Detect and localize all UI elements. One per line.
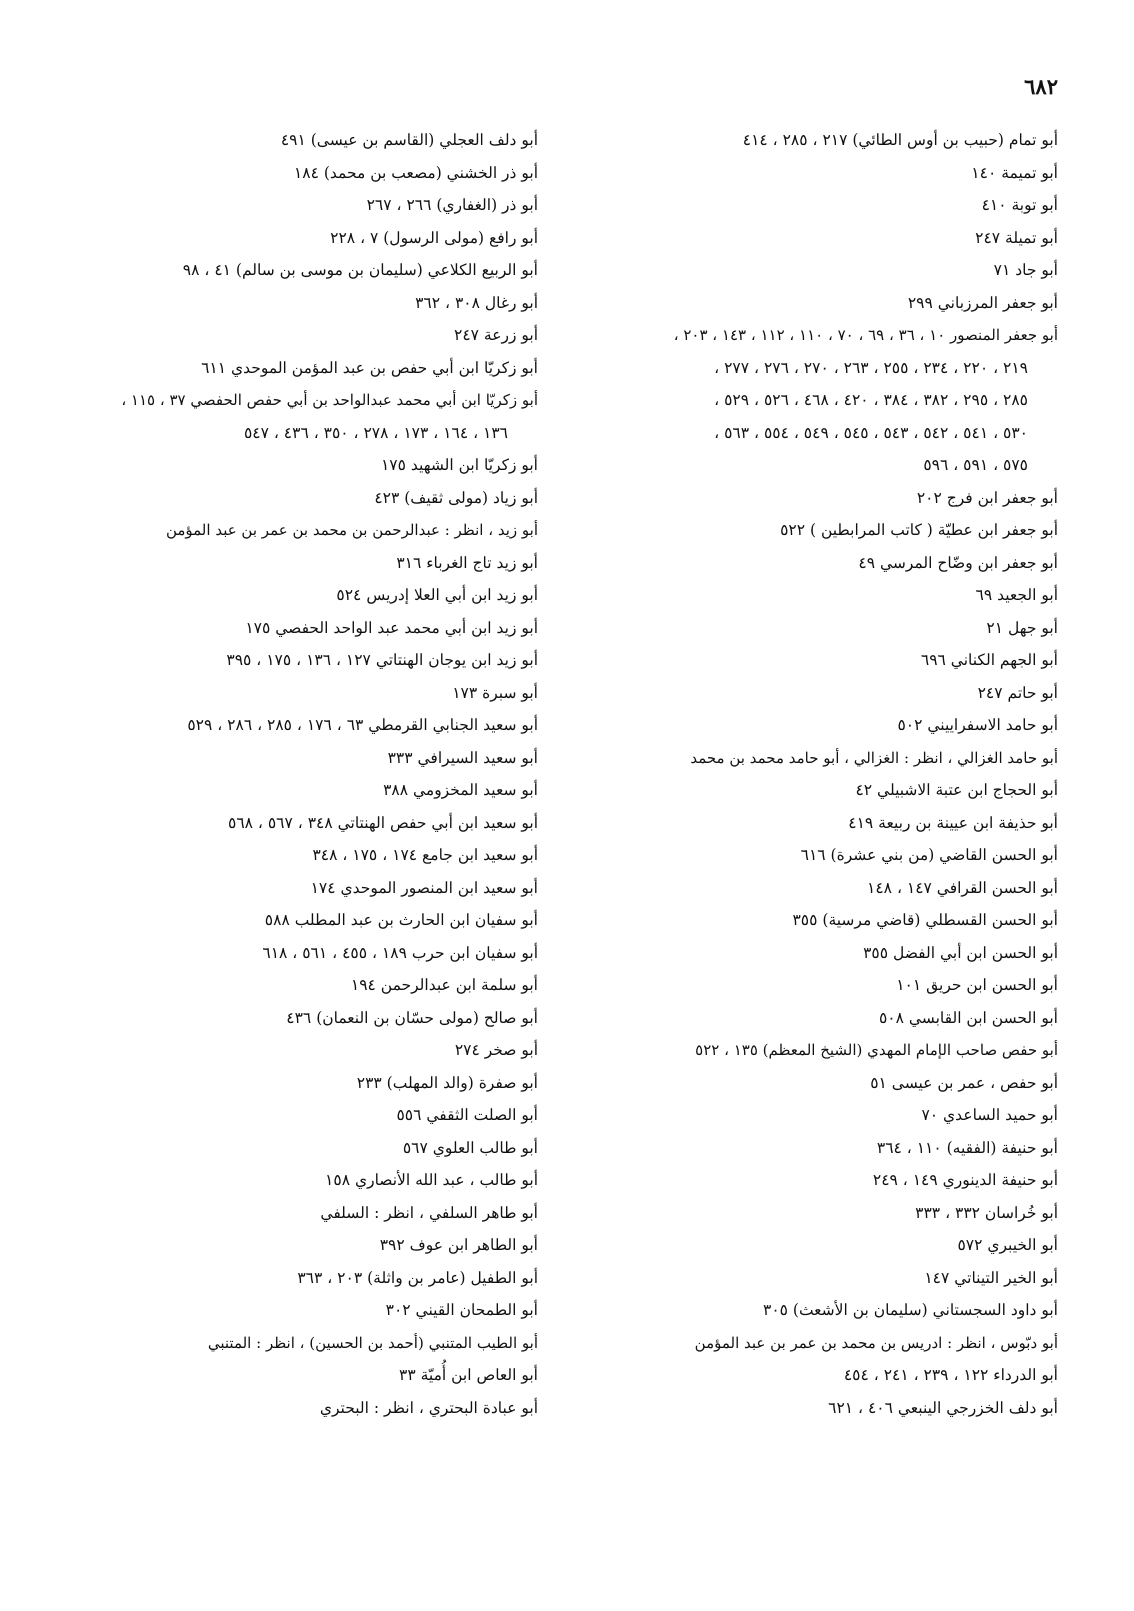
- index-entry: أبو الطفيل (عامر بن واثلة) ٢٠٣ ، ٣٦٣: [297, 1268, 538, 1287]
- index-entry: أبو عبادة البحتري ، انظر : البحتري: [319, 1398, 538, 1417]
- index-entry: أبو زكريّا ابن الشهيد ١٧٥: [380, 456, 538, 474]
- index-entry: أبو الخير التيناتي ١٤٧: [924, 1268, 1058, 1287]
- index-entry: أبو الجعيد ٦٩: [975, 586, 1058, 604]
- index-entry: أبو جعفر ابن فرج ٢٠٢: [916, 488, 1058, 507]
- index-entry: أبو زيد ابن أبي العلا إدريس ٥٢٤: [336, 586, 538, 604]
- index-entry: أبو حامد الغزالي ، انظر : الغزالي ، أبو حامد محمد بن محمد: [690, 748, 1058, 767]
- index-entry: أبو حفص ، عمر بن عيسى ٥١: [870, 1073, 1058, 1092]
- index-entry-continuation: ١٣٦ ، ١٦٤ ، ١٧٣ ، ٢٧٨ ، ٣٥٠ ، ٤٣٦ ، ٥٤٧: [243, 423, 508, 442]
- index-entry: أبو الطيب المتنبي (أحمد بن الحسين) ، انظر : المتنبي: [207, 1333, 538, 1352]
- index-entry: أبو الدرداء ١٢٢ ، ٢٣٩ ، ٢٤١ ، ٤٥٤: [843, 1366, 1058, 1384]
- index-entry: أبو الحسن القسطلي (قاضي مرسية) ٣٥٥: [792, 911, 1058, 929]
- index-entry: أبو زيد تاج الغرباء ٣١٦: [396, 553, 538, 572]
- index-entry: أبو جعفر المرزباني ٢٩٩: [907, 293, 1058, 312]
- index-entry-continuation: ٢١٩ ، ٢٢٠ ، ٢٣٤ ، ٢٥٥ ، ٢٦٣ ، ٢٧٠ ، ٢٧٦ ، ٢٧٧ ،: [714, 358, 1028, 377]
- index-entry: أبو سعيد الجنابي القرمطي ٦٣ ، ١٧٦ ، ٢٨٥ ، ٢٨٦ ، ٥٢٩: [187, 716, 538, 734]
- index-entry: أبو زيد ابن يوجان الهنتاتي ١٢٧ ، ١٣٦ ، ١٧٥ ، ٣٩٥: [226, 651, 538, 669]
- index-entry: أبو زيد ، انظر : عبدالرحمن بن محمد بن عمر بن عبد المؤمن: [165, 521, 538, 539]
- index-entry: أبو الربيع الكلاعي (سليمان بن موسى بن سالم) ٤١ ، ٩٨: [182, 261, 538, 279]
- index-entry: أبو الجهم الكناني ٦٩٦: [920, 651, 1058, 669]
- index-entry: أبو سعيد السيرافي ٣٣٣: [387, 748, 538, 767]
- index-entry: أبو جعفر ابن عطيّة ( كاتب المرابطين ) ٥٢٢: [780, 521, 1058, 539]
- index-entry: أبو سعيد المخزومي ٣٨٨: [383, 781, 538, 799]
- index-entry: أبو حامد الاسفراييني ٥٠٢: [897, 716, 1058, 734]
- index-entry: أبو توبة ٤١٠: [981, 196, 1058, 214]
- index-entry: أبو الحسن ابن القابسي ٥٠٨: [878, 1008, 1058, 1027]
- index-entry: أبو دلف العجلي (القاسم بن عيسى) ٤٩١: [280, 131, 538, 149]
- index-entry: أبو تميلة ٢٤٧: [975, 228, 1058, 247]
- index-entry: أبو طالب ، عبد الله الأنصاري ١٥٨: [325, 1171, 538, 1189]
- index-entry: أبو زكريّا ابن أبي حفص بن عبد المؤمن الموحدي ٦١١: [201, 358, 538, 377]
- index-entry: أبو الطاهر ابن عوف ٣٩٢: [379, 1236, 538, 1254]
- index-entry: أبو الحسن ابن أبي الفضل ٣٥٥: [863, 943, 1058, 962]
- index-entry: أبو حنيفة الدينوري ١٤٩ ، ٢٤٩: [872, 1171, 1058, 1189]
- index-entry: أبو دلف الخزرجي الينبعي ٤٠٦ ، ٦٢١: [828, 1398, 1058, 1417]
- index-entry: أبو صالح (مولى حسّان بن النعمان) ٤٣٦: [286, 1008, 538, 1027]
- index-entry-continuation: ٢٨٥ ، ٢٩٥ ، ٣٨٢ ، ٣٨٤ ، ٤٢٠ ، ٤٦٨ ، ٥٢٦ ، ٥٢٩ ،: [714, 391, 1028, 409]
- index-entry: أبو زياد (مولى ثقيف) ٤٢٣: [374, 488, 538, 507]
- index-entry-continuation: ٥٧٥ ، ٥٩١ ، ٥٩٦: [923, 456, 1028, 474]
- index-entry: أبو سعيد ابن المنصور الموحدي ١٧٤: [310, 878, 538, 897]
- index-entry: أبو الحسن ابن حريق ١٠١: [896, 976, 1058, 994]
- index-entry: أبو تميمة ١٤٠: [971, 163, 1058, 182]
- index-entry: أبو حاتم ٢٤٧: [977, 683, 1058, 702]
- index-entry-continuation: ٥٣٠ ، ٥٤١ ، ٥٤٢ ، ٥٤٣ ، ٥٤٥ ، ٥٤٩ ، ٥٥٤ ، ٥٦٣ ،: [714, 423, 1028, 442]
- index-entry: أبو رافع (مولى الرسول) ٧ ، ٢٢٨: [330, 228, 538, 247]
- index-entry: أبو جاد ٧١: [993, 261, 1058, 279]
- index-entry: أبو جهل ٢١: [986, 618, 1058, 637]
- index-entry: أبو حنيفة (الفقيه) ١١٠ ، ٣٦٤: [876, 1138, 1058, 1157]
- index-entry: أبو الطمحان القيني ٣٠٢: [385, 1301, 538, 1319]
- index-entry: أبو دبّوس ، انظر : ادريس بن محمد بن عمر بن عبد المؤمن: [694, 1333, 1058, 1352]
- index-entry: أبو الصلت الثقفي ٥٥٦: [396, 1106, 538, 1124]
- index-entry: أبو جعفر ابن وضّاح المرسي ٤٩: [858, 553, 1058, 572]
- index-entry: أبو الخيبري ٥٧٢: [957, 1236, 1058, 1254]
- index-entry: أبو ذر (الغفاري) ٢٦٦ ، ٢٦٧: [366, 196, 538, 214]
- index-entry: أبو الحسن القرافي ١٤٧ ، ١٤٨: [867, 878, 1058, 897]
- page-number: ٦٨٢: [1024, 74, 1058, 99]
- index-entry: أبو جعفر المنصور ١٠ ، ٣٦ ، ٦٩ ، ٧٠ ، ١١٠ ، ١١٢ ، ١٤٣ ، ٢٠٣ ،: [673, 326, 1058, 344]
- index-entry: أبو سلمة ابن عبدالرحمن ١٩٤: [350, 976, 538, 994]
- index-entry: أبو خُراسان ٣٣٢ ، ٣٣٣: [915, 1203, 1058, 1222]
- index-entry: أبو داود السجستاني (سليمان بن الأشعث) ٣٠٥: [763, 1301, 1058, 1319]
- index-entry: أبو سعيد ابن جامع ١٧٤ ، ١٧٥ ، ٣٤٨: [312, 846, 538, 864]
- index-entry: أبو سبرة ١٧٣: [452, 683, 538, 702]
- index-entry: أبو رغال ٣٠٨ ، ٣٦٢: [415, 293, 538, 312]
- index-entry: أبو الحجاج ابن عتبة الاشبيلي ٤٢: [855, 781, 1058, 799]
- index-entry: أبو سفيان ابن حرب ١٨٩ ، ٤٥٥ ، ٥٦١ ، ٦١٨: [262, 943, 538, 962]
- index-column-right: [538, 124, 1058, 1424]
- index-column-left: [20, 124, 538, 1424]
- index-entry: أبو زيد ابن أبي محمد عبد الواحد الحفصي ١٧٥: [245, 618, 538, 637]
- index-entry: أبو حفص صاحب الإمام المهدي (الشيخ المعظم) ١٣٥ ، ٥٢٢: [695, 1041, 1058, 1059]
- index-entry: أبو سعيد ابن أبي حفص الهنتاتي ٣٤٨ ، ٥٦٧ ، ٥٦٨: [228, 813, 538, 832]
- index-entry: أبو طالب العلوي ٥٦٧: [402, 1138, 538, 1157]
- index-entry: أبو زرعة ٢٤٧: [454, 326, 538, 344]
- index-entry: أبو ذر الخشني (مصعب بن محمد) ١٨٤: [293, 163, 538, 182]
- index-entry: أبو تمام (حبيب بن أوس الطائي) ٢١٧ ، ٢٨٥ ، ٤١٤: [742, 131, 1058, 149]
- index-entry: أبو زكريّا ابن أبي محمد عبدالواحد بن أبي حفص الحفصي ٣٧ ، ١١٥ ،: [121, 391, 538, 409]
- index-entry: أبو الحسن القاضي (من بني عشرة) ٦١٦: [800, 846, 1058, 864]
- index-entry: أبو صفرة (والد المهلب) ٢٣٣: [356, 1073, 538, 1092]
- index-entry: أبو سفيان ابن الحارث بن عبد المطلب ٥٨٨: [264, 911, 538, 929]
- index-entry: أبو العاص ابن أُميّة ٣٣: [399, 1366, 538, 1384]
- index-entry: أبو طاهر السلفي ، انظر : السلفي: [320, 1203, 538, 1222]
- index-entry: أبو حذيفة ابن عيينة بن ربيعة ٤١٩: [848, 813, 1058, 832]
- index-entry: أبو حميد الساعدي ٧٠: [921, 1106, 1058, 1124]
- index-entry: أبو صخر ٢٧٤: [454, 1041, 538, 1059]
